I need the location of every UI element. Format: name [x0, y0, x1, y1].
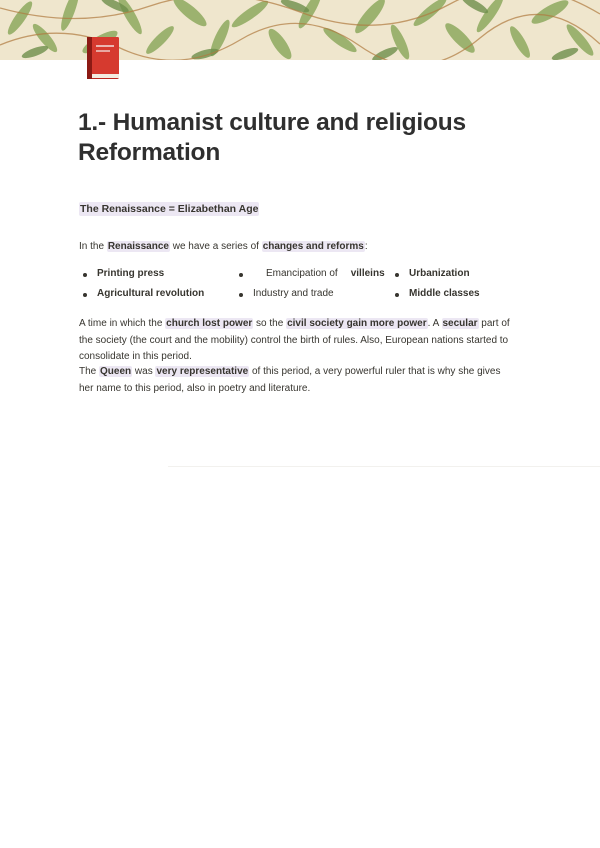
- intro-paragraph: In the Renaissance we have a series of changes and reforms:: [79, 241, 368, 252]
- list-item: Urbanization: [396, 268, 470, 279]
- list-item: Industry and trade: [240, 288, 334, 299]
- section-subheading: The Renaissance = Elizabethan Age: [80, 203, 259, 215]
- list-item: Agricultural revolution: [84, 288, 204, 299]
- list-item: Middle classes: [396, 288, 480, 299]
- queen-paragraph: The Queen was very representative of this period, a very powerful ruler that is why she gives her name to this period, also in poetry and literature.: [79, 366, 501, 394]
- list-item: Printing press: [84, 268, 164, 279]
- divider: [168, 466, 600, 467]
- page-title: 1.- Humanist culture and religious Reformation: [78, 109, 466, 166]
- red-book-icon: [82, 34, 124, 82]
- list-item: Emancipation ofvilleins: [240, 268, 385, 279]
- church-paragraph: A time in which the church lost power so the civil society gain more power. A secular part of the society (the court and the mobility) control the birth of rules. Also, European nations started to consolidate in this period.: [79, 318, 510, 362]
